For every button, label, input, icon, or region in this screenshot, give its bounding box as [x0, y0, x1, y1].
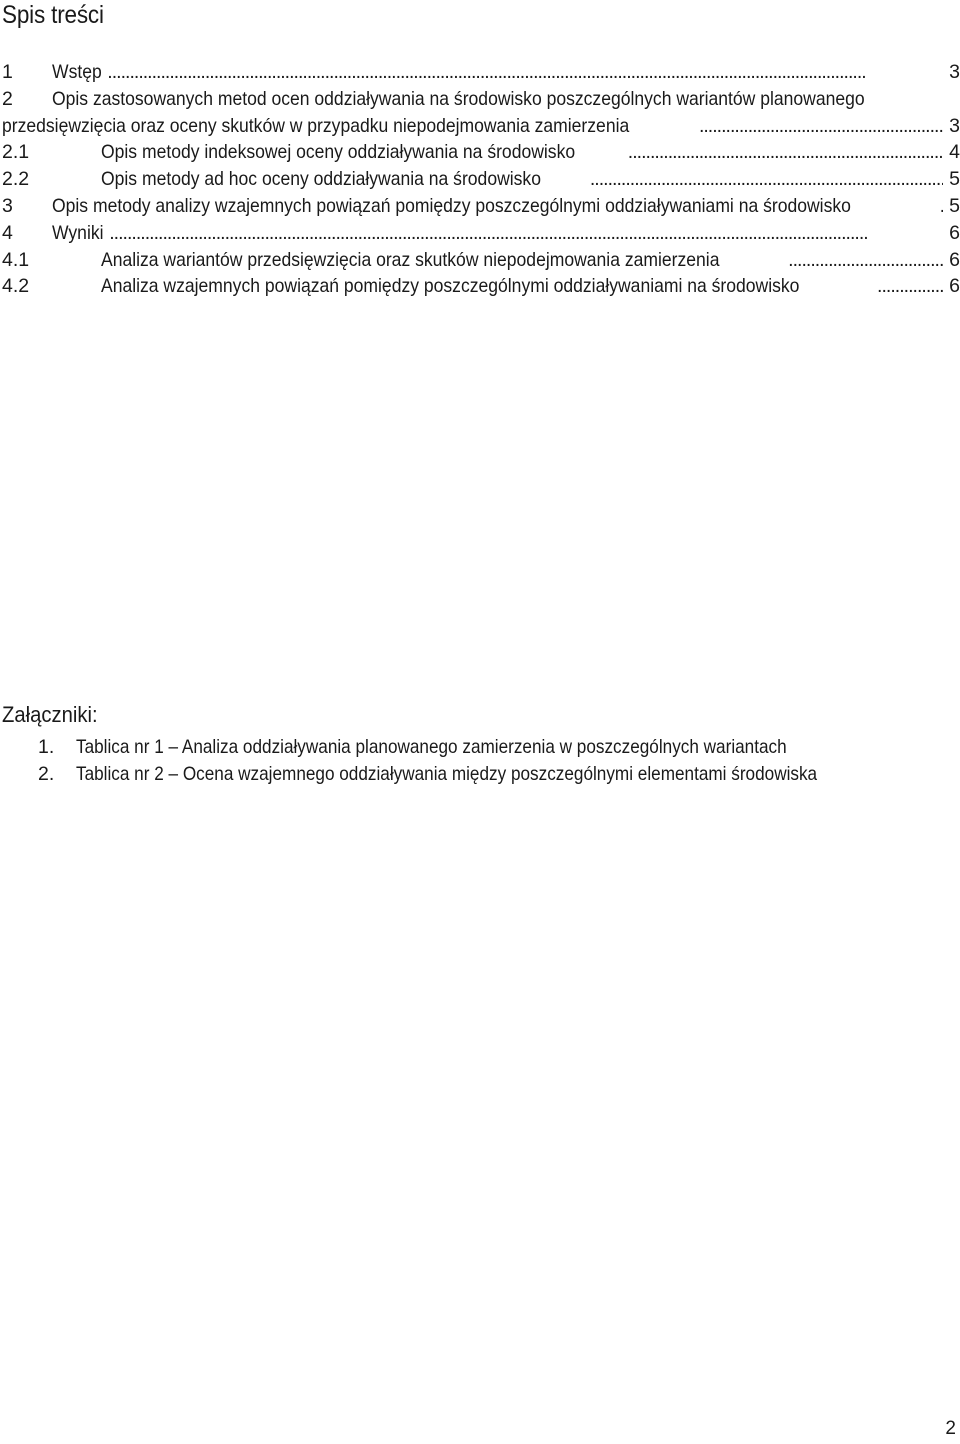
toc-entry-text: Wyniki [52, 221, 104, 244]
dot-leader [628, 139, 943, 166]
toc-entry-number: 2.1 [2, 141, 30, 164]
toc-entry-2-2[interactable] [0, 166, 960, 193]
toc-title: Spis treści [2, 1, 104, 29]
dot-leader [107, 59, 943, 86]
toc-entry-3[interactable] [0, 193, 960, 220]
toc-entry-text: Wstęp [52, 61, 102, 83]
toc-entry-4[interactable] [0, 220, 960, 247]
toc-entry-number: 2 [2, 87, 13, 110]
toc-entry-page: 3 [949, 61, 960, 83]
toc-entry-number: 4.1 [2, 248, 30, 271]
toc-entry-number: 1 [2, 61, 13, 83]
toc-entry-number: 3 [2, 194, 13, 217]
toc-entry-page: 6 [949, 248, 960, 271]
toc-entry-2[interactable] [0, 86, 960, 140]
toc-entry-2-1[interactable] [0, 139, 960, 166]
toc-entry-page: 4 [949, 141, 960, 164]
toc-entry-text: Opis metody indeksowej oceny oddziaływania na środowisko [101, 141, 576, 164]
toc-entry-text: Opis metody ad hoc oceny oddziaływania na środowisko [101, 168, 541, 191]
toc-entry-page: 6 [949, 221, 960, 244]
attachment-text: Tablica nr 1 – Analiza oddziaływania planowanego zamierzenia w poszczególnych wariantach [76, 736, 787, 758]
toc-entry-page: 6 [949, 275, 960, 298]
attachment-number: 1. [38, 736, 55, 758]
table-of-contents [0, 59, 960, 300]
toc-entry-number: 4 [2, 221, 13, 244]
toc-entry-4-1[interactable] [0, 247, 960, 274]
toc-entry-page: 5 [949, 194, 960, 217]
dot-leader [877, 273, 943, 300]
toc-entry-page: 5 [949, 168, 960, 191]
toc-entry-number: 4.2 [2, 275, 30, 298]
attachments-title: Załączniki: [2, 702, 98, 727]
toc-entry-4-2[interactable] [0, 273, 960, 300]
dot-leader [109, 220, 943, 247]
toc-entry-text: Analiza wzajemnych powiązań pomiędzy poszczególnymi oddziaływaniami na środowisko [101, 275, 800, 298]
dot-leader [788, 247, 943, 274]
toc-entry-page: 3 [949, 114, 960, 137]
toc-entry-text-line1: Opis zastosowanych metod ocen oddziaływania na środowisko poszczególnych wariantów planowanego [52, 87, 865, 110]
toc-entry-1[interactable] [0, 59, 960, 86]
page-number: 2 [945, 1418, 956, 1439]
attachment-number: 2. [38, 763, 55, 785]
toc-entry-text-line2: przedsięwzięcia oraz oceny skutków w przypadku niepodejmowania zamierzenia [2, 114, 630, 137]
toc-entry-text: Analiza wariantów przedsięwzięcia oraz skutków niepodejmowania zamierzenia [101, 248, 720, 271]
toc-entry-number: 2.2 [2, 168, 30, 191]
attachment-text: Tablica nr 2 – Ocena wzajemnego oddziaływania między poszczególnymi elementami środowiska [76, 763, 818, 785]
toc-entry-text: Opis metody analizy wzajemnych powiązań pomiędzy poszczególnymi oddziaływaniami na środowisko [52, 194, 851, 217]
dot-leader [590, 166, 943, 193]
dot-leader [699, 113, 943, 140]
